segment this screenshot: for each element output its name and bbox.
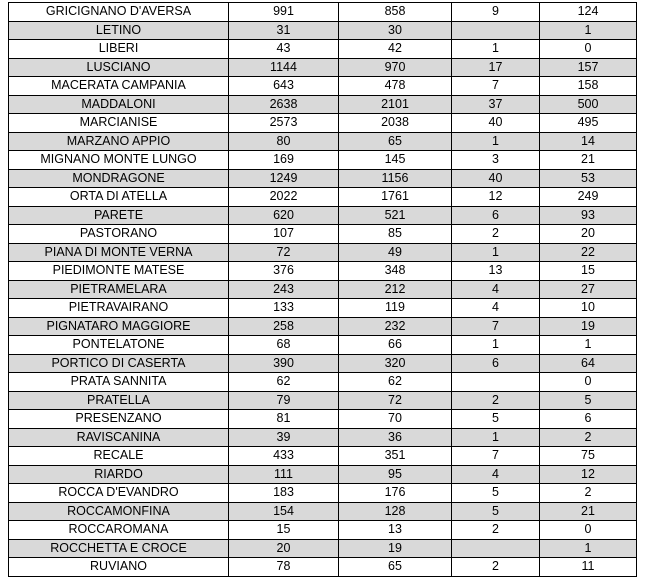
municipality-cell: PIETRAMELARA [9, 280, 229, 299]
municipality-cell: ROCCA D'EVANDRO [9, 484, 229, 503]
value-cell-col3: 212 [339, 280, 452, 299]
municipality-cell: RIARDO [9, 465, 229, 484]
value-cell-col4: 17 [452, 58, 540, 77]
table-row [9, 502, 637, 521]
value-cell-col5: 5 [540, 391, 637, 410]
value-cell-col4: 5 [452, 502, 540, 521]
municipality-cell: PASTORANO [9, 225, 229, 244]
value-cell-col3: 65 [339, 132, 452, 151]
value-cell-col4: 1 [452, 132, 540, 151]
value-cell-col2: 1144 [229, 58, 339, 77]
value-cell-col5: 21 [540, 502, 637, 521]
table-row [9, 299, 637, 318]
value-cell-col5: 500 [540, 95, 637, 114]
value-cell-col4: 1 [452, 40, 540, 59]
municipality-cell: ROCCAMONFINA [9, 502, 229, 521]
municipality-cell: PORTICO DI CASERTA [9, 354, 229, 373]
table-row [9, 21, 637, 40]
value-cell-col4: 7 [452, 317, 540, 336]
table-row [9, 391, 637, 410]
value-cell-col2: 111 [229, 465, 339, 484]
table-row [9, 447, 637, 466]
value-cell-col5: 0 [540, 40, 637, 59]
value-cell-col2: 1249 [229, 169, 339, 188]
value-cell-col4: 9 [452, 3, 540, 22]
value-cell-col3: 62 [339, 373, 452, 392]
value-cell-col4: 7 [452, 77, 540, 96]
municipality-cell: PARETE [9, 206, 229, 225]
value-cell-col5: 157 [540, 58, 637, 77]
table-row [9, 317, 637, 336]
value-cell-col5: 2 [540, 428, 637, 447]
value-cell-col2: 2022 [229, 188, 339, 207]
value-cell-col4 [452, 21, 540, 40]
value-cell-col4: 4 [452, 465, 540, 484]
table-row [9, 188, 637, 207]
value-cell-col5: 1 [540, 336, 637, 355]
value-cell-col5: 53 [540, 169, 637, 188]
value-cell-col3: 351 [339, 447, 452, 466]
value-cell-col4: 2 [452, 391, 540, 410]
municipality-cell: PIETRAVAIRANO [9, 299, 229, 318]
value-cell-col5: 2 [540, 484, 637, 503]
value-cell-col3: 30 [339, 21, 452, 40]
value-cell-col4: 2 [452, 521, 540, 540]
municipality-cell: MADDALONI [9, 95, 229, 114]
value-cell-col2: 79 [229, 391, 339, 410]
table-row [9, 521, 637, 540]
table-row [9, 354, 637, 373]
value-cell-col5: 124 [540, 3, 637, 22]
value-cell-col2: 991 [229, 3, 339, 22]
table-row [9, 558, 637, 577]
municipality-cell: ROCCAROMANA [9, 521, 229, 540]
value-cell-col5: 0 [540, 521, 637, 540]
value-cell-col5: 6 [540, 410, 637, 429]
table-row [9, 77, 637, 96]
table-row [9, 428, 637, 447]
value-cell-col4: 5 [452, 410, 540, 429]
table-row [9, 169, 637, 188]
municipality-cell: PONTELATONE [9, 336, 229, 355]
value-cell-col5: 249 [540, 188, 637, 207]
value-cell-col4: 12 [452, 188, 540, 207]
municipality-cell: PRATA SANNITA [9, 373, 229, 392]
value-cell-col5: 1 [540, 21, 637, 40]
value-cell-col3: 49 [339, 243, 452, 262]
value-cell-col2: 80 [229, 132, 339, 151]
municipality-cell: MIGNANO MONTE LUNGO [9, 151, 229, 170]
table-row [9, 95, 637, 114]
table-row [9, 262, 637, 281]
value-cell-col3: 320 [339, 354, 452, 373]
value-cell-col4: 4 [452, 280, 540, 299]
value-cell-col2: 258 [229, 317, 339, 336]
value-cell-col3: 1156 [339, 169, 452, 188]
value-cell-col3: 13 [339, 521, 452, 540]
table-row [9, 225, 637, 244]
value-cell-col4: 40 [452, 169, 540, 188]
value-cell-col2: 72 [229, 243, 339, 262]
value-cell-col3: 858 [339, 3, 452, 22]
municipality-cell: PRESENZANO [9, 410, 229, 429]
value-cell-col3: 65 [339, 558, 452, 577]
value-cell-col4: 40 [452, 114, 540, 133]
value-cell-col2: 133 [229, 299, 339, 318]
value-cell-col5: 15 [540, 262, 637, 281]
value-cell-col5: 14 [540, 132, 637, 151]
table-row [9, 373, 637, 392]
data-table [8, 2, 637, 577]
value-cell-col2: 31 [229, 21, 339, 40]
value-cell-col5: 27 [540, 280, 637, 299]
value-cell-col5: 75 [540, 447, 637, 466]
value-cell-col2: 390 [229, 354, 339, 373]
municipality-cell: LIBERI [9, 40, 229, 59]
value-cell-col2: 39 [229, 428, 339, 447]
municipality-cell: MARCIANISE [9, 114, 229, 133]
value-cell-col5: 12 [540, 465, 637, 484]
value-cell-col3: 1761 [339, 188, 452, 207]
table-row [9, 114, 637, 133]
value-cell-col4: 5 [452, 484, 540, 503]
value-cell-col3: 42 [339, 40, 452, 59]
municipality-cell: LETINO [9, 21, 229, 40]
value-cell-col3: 176 [339, 484, 452, 503]
value-cell-col3: 36 [339, 428, 452, 447]
value-cell-col5: 64 [540, 354, 637, 373]
table-row [9, 280, 637, 299]
municipality-cell: PIANA DI MONTE VERNA [9, 243, 229, 262]
table-row [9, 40, 637, 59]
value-cell-col3: 2101 [339, 95, 452, 114]
value-cell-col4 [452, 373, 540, 392]
table-row [9, 58, 637, 77]
value-cell-col4: 2 [452, 225, 540, 244]
value-cell-col5: 93 [540, 206, 637, 225]
value-cell-col2: 376 [229, 262, 339, 281]
value-cell-col3: 19 [339, 539, 452, 558]
value-cell-col4: 7 [452, 447, 540, 466]
municipality-cell: ORTA DI ATELLA [9, 188, 229, 207]
value-cell-col5: 10 [540, 299, 637, 318]
value-cell-col3: 478 [339, 77, 452, 96]
municipality-cell: RECALE [9, 447, 229, 466]
municipality-cell: PIEDIMONTE MATESE [9, 262, 229, 281]
value-cell-col4: 1 [452, 428, 540, 447]
table-row [9, 484, 637, 503]
value-cell-col2: 169 [229, 151, 339, 170]
value-cell-col4: 3 [452, 151, 540, 170]
value-cell-col2: 154 [229, 502, 339, 521]
value-cell-col2: 68 [229, 336, 339, 355]
value-cell-col5: 0 [540, 373, 637, 392]
value-cell-col4: 13 [452, 262, 540, 281]
value-cell-col2: 243 [229, 280, 339, 299]
value-cell-col2: 2638 [229, 95, 339, 114]
municipality-cell: PIGNATARO MAGGIORE [9, 317, 229, 336]
municipality-cell: PRATELLA [9, 391, 229, 410]
table-row [9, 410, 637, 429]
value-cell-col5: 495 [540, 114, 637, 133]
value-cell-col3: 521 [339, 206, 452, 225]
table-row [9, 539, 637, 558]
municipality-cell: ROCCHETTA E CROCE [9, 539, 229, 558]
table-row [9, 336, 637, 355]
table-row [9, 3, 637, 22]
value-cell-col3: 128 [339, 502, 452, 521]
value-cell-col2: 183 [229, 484, 339, 503]
table-row [9, 132, 637, 151]
value-cell-col3: 95 [339, 465, 452, 484]
value-cell-col2: 20 [229, 539, 339, 558]
table-body [9, 3, 637, 577]
value-cell-col2: 433 [229, 447, 339, 466]
value-cell-col5: 158 [540, 77, 637, 96]
value-cell-col3: 72 [339, 391, 452, 410]
value-cell-col5: 19 [540, 317, 637, 336]
value-cell-col2: 15 [229, 521, 339, 540]
value-cell-col3: 2038 [339, 114, 452, 133]
municipality-cell: MONDRAGONE [9, 169, 229, 188]
value-cell-col5: 1 [540, 539, 637, 558]
value-cell-col5: 20 [540, 225, 637, 244]
value-cell-col3: 970 [339, 58, 452, 77]
value-cell-col3: 348 [339, 262, 452, 281]
value-cell-col2: 62 [229, 373, 339, 392]
value-cell-col3: 85 [339, 225, 452, 244]
municipality-cell: MARZANO APPIO [9, 132, 229, 151]
value-cell-col4: 4 [452, 299, 540, 318]
municipality-cell: GRICIGNANO D'AVERSA [9, 3, 229, 22]
table-row [9, 151, 637, 170]
table-row [9, 465, 637, 484]
value-cell-col4: 1 [452, 243, 540, 262]
table-row [9, 206, 637, 225]
table-row [9, 243, 637, 262]
value-cell-col4: 37 [452, 95, 540, 114]
value-cell-col4: 2 [452, 558, 540, 577]
value-cell-col2: 643 [229, 77, 339, 96]
value-cell-col5: 21 [540, 151, 637, 170]
value-cell-col5: 11 [540, 558, 637, 577]
value-cell-col4: 1 [452, 336, 540, 355]
value-cell-col3: 145 [339, 151, 452, 170]
value-cell-col2: 81 [229, 410, 339, 429]
value-cell-col2: 78 [229, 558, 339, 577]
value-cell-col2: 43 [229, 40, 339, 59]
value-cell-col3: 70 [339, 410, 452, 429]
value-cell-col3: 119 [339, 299, 452, 318]
value-cell-col4: 6 [452, 354, 540, 373]
municipality-cell: LUSCIANO [9, 58, 229, 77]
municipality-cell: MACERATA CAMPANIA [9, 77, 229, 96]
municipality-cell: RUVIANO [9, 558, 229, 577]
value-cell-col5: 22 [540, 243, 637, 262]
value-cell-col2: 620 [229, 206, 339, 225]
value-cell-col3: 232 [339, 317, 452, 336]
value-cell-col2: 2573 [229, 114, 339, 133]
value-cell-col3: 66 [339, 336, 452, 355]
municipality-cell: RAVISCANINA [9, 428, 229, 447]
value-cell-col4: 6 [452, 206, 540, 225]
value-cell-col2: 107 [229, 225, 339, 244]
value-cell-col4 [452, 539, 540, 558]
